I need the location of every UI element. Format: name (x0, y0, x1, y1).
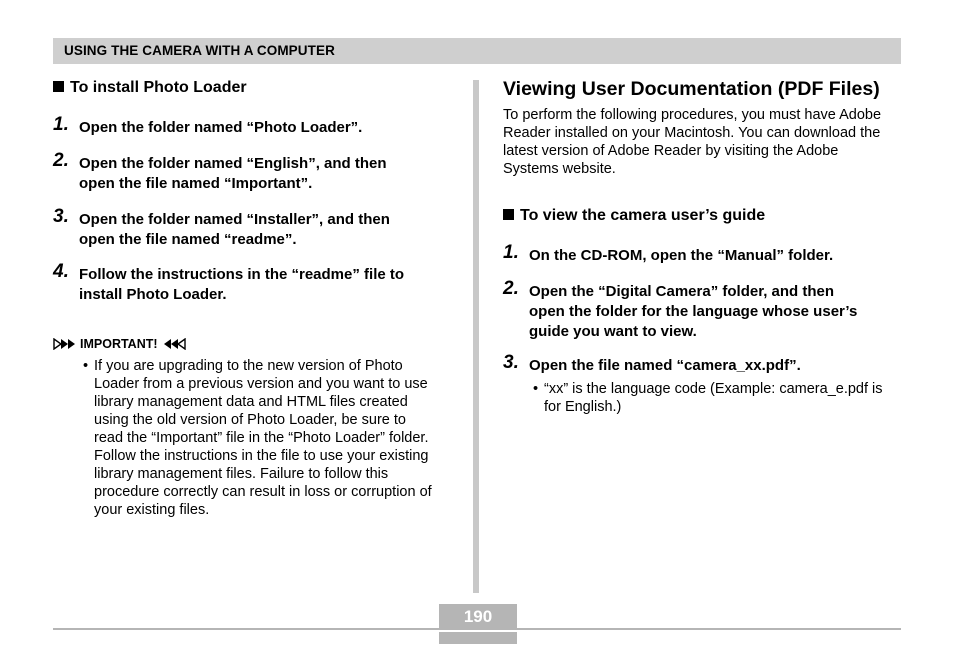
important-label: IMPORTANT! (53, 337, 458, 351)
view-step-3: 3. Open the file named “camera_xx.pdf”. (503, 352, 801, 374)
page-number-box (439, 604, 517, 644)
right-column (503, 78, 903, 416)
section-header-bar (53, 38, 901, 64)
install-step-4: 4. Follow the instructions in the “readme” file to install Photo Loader. (53, 261, 405, 303)
language-code-note: • “xx” is the language code (Example: camera_e.pdf is for English.) (533, 381, 883, 415)
section-title: USING THE CAMERA WITH A COMPUTER (64, 43, 335, 58)
install-heading: To install Photo Loader (53, 78, 458, 98)
view-step-1: 1. On the CD-ROM, open the “Manual” folder. (503, 242, 834, 264)
install-step-3: 3. Open the folder named “Installer”, and then open the file named “readme”. (53, 206, 390, 248)
view-guide-heading: To view the camera user’s guide (503, 206, 903, 226)
page-title: Viewing User Documentation (PDF Files) (503, 78, 880, 100)
install-step-1: 1. Open the folder named “Photo Loader”. (53, 114, 363, 136)
left-column (53, 78, 458, 519)
column-divider (473, 80, 479, 593)
important-left-icon (53, 338, 77, 350)
square-bullet-icon (503, 209, 514, 220)
view-step-2: 2. Open the “Digital Camera” folder, and then open the folder for the language whose user’s guide you want to view. (503, 278, 858, 340)
page-number: 190 (439, 604, 517, 629)
square-bullet-icon (53, 81, 64, 92)
important-right-icon (162, 338, 186, 350)
intro-paragraph: To perform the following procedures, you must have Adobe Reader installed on your Macintosh. You can download the latest version of Adobe Reader by visiting the Adobe Systems website. (503, 107, 882, 177)
install-step-2: 2. Open the folder named “English”, and then open the file named “Important”. (53, 150, 387, 192)
important-note: • If you are upgrading to the new version of Photo Loader from a previous version and you want to use library management data and HTML files created using the old version of Photo Loader, be sure to read the “Important” file in the “Photo Loader” folder. Follow the instructions in the file to use your existing library management files. Failure to follow this procedure correctly can result in loss or corruption of your existing files. (83, 358, 432, 518)
